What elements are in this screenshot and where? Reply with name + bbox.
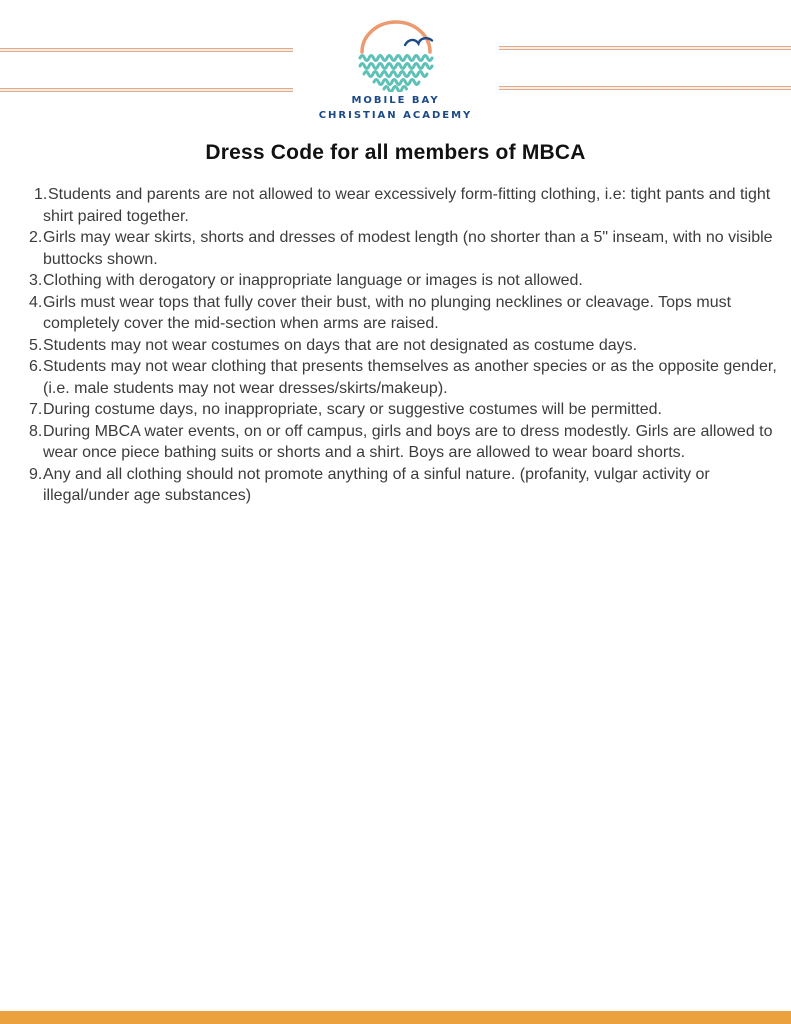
school-logo-mark-icon [341,8,451,92]
sun-arc-icon [362,22,430,52]
waves-icon [360,56,432,92]
footer-accent-bar [0,1011,791,1024]
school-logo [0,8,791,122]
rule-item-5: Students may not wear costumes on days that are not designated as costume days. [43,336,638,354]
school-name-line2: CHRISTIAN ACADEMY [318,110,473,121]
rule-item-6: Students may not wear clothing that presents themselves as another species or as the opposite gender, (i.e. male students may not wear dresses/skirts/makeup). [43,358,777,397]
rule-item-1: Students and parents are not allowed to wear excessively form-fitting clothing, i.e: tight pants and tight shirt paired together. [43,186,771,225]
rule-item-2: Girls may wear skirts, shorts and dresses of modest length (no shorter than a 5" inseam, with no visible buttocks shown. [43,229,773,268]
rule-item-8: During MBCA water events, on or off campus, girls and boys are to dress modestly. Girls are allowed to wear once piece bathing suits or shorts and a shirt. Boys are allowed to wear board shorts. [43,422,773,461]
dress-code-list [43,184,779,507]
rule-item-4: Girls must wear tops that fully cover their bust, with no plunging necklines or cleavage. Tops must completely cover the mid-section when arms are raised. [43,293,732,332]
rule-item-7: During costume days, no inappropriate, scary or suggestive costumes will be permitted. [43,401,662,418]
page-title: Dress Code for all members of MBCA [205,141,586,164]
school-name-line1: MOBILE BAY [351,95,440,106]
rule-item-3: Clothing with derogatory or inappropriate language or images is not allowed. [43,272,583,289]
rule-item-9: Any and all clothing should not promote anything of a sinful nature. (profanity, vulgar activity or illegal/under age substances) [43,465,710,504]
